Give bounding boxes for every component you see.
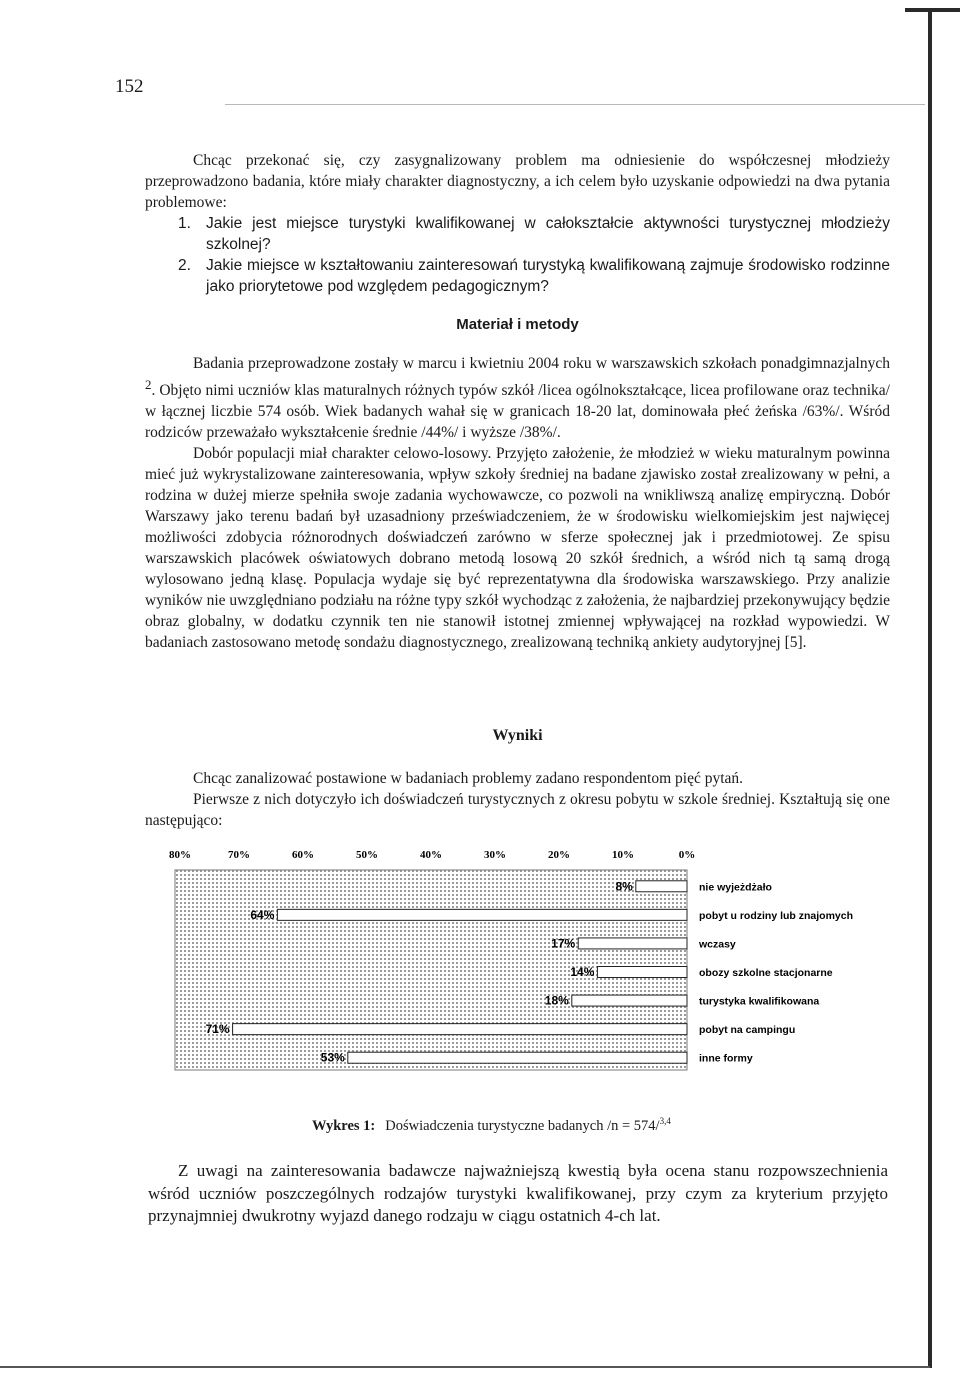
methods-p1-text: Badania przeprowadzone zostały w marcu i kwietniu 2004 roku w warszawskich szkołach ponadgimnazjalnych: [193, 355, 890, 372]
research-question-text: Jakie jest miejsce turystyki kwalifikowanej w całokształcie aktywności turystycznej młodzieży szkolnej?: [206, 215, 890, 253]
category-label: obozy szkolne stacjonarne: [699, 967, 833, 979]
bar-value-label: 71%: [205, 1022, 230, 1037]
bar-value-label: 14%: [570, 965, 595, 979]
bar: [233, 1024, 687, 1035]
axis-tick-label: 80%: [169, 849, 191, 861]
intro-section: [145, 150, 890, 297]
methods-section: [145, 314, 890, 653]
axis-ticks: [169, 849, 695, 861]
bar: [597, 967, 687, 978]
bar: [277, 909, 687, 920]
footer-rule: [0, 1366, 930, 1368]
methods-paragraph-1: [145, 353, 890, 443]
chart-caption: [312, 1116, 671, 1135]
caption-text: Doświadczenia turystyczne badanych /n = 574/: [385, 1117, 660, 1134]
bar-value-label: 18%: [544, 993, 569, 1008]
axis-tick-label: 60%: [292, 849, 314, 861]
scan-corner-mark-vertical: [928, 8, 932, 1368]
category-label: turystyka kwalifikowana: [699, 995, 820, 1008]
bar: [578, 938, 687, 949]
results-heading: Wyniki: [492, 727, 543, 744]
methods-p1-continued: . Objęto nimi uczniów klas maturalnych różnych typów szkół /licea ogólnokształcące, licea profilowane oraz technika/ w łącznej liczbie 574 osób. Wiek badanych wahał się w granicach 18-20 lat, dominowała płeć żeńska /63%/. Wśród rodziców przeważało wykształcenie średnie /44%/ i wyższe /38%/.: [145, 382, 890, 442]
category-label: wczasy: [699, 938, 736, 951]
methods-paragraph-2: Dobór populacji miał charakter celowo-losowy. Przyjęto założenie, że młodzież w wieku maturalnym powinna mieć już wykrystalizowane zainteresowania, wpływ szkoły średniej na badane zjawisko został zrealizowany w pełni, a rodzina w dużej mierze spełniła swoje zadania wychowawcze, co pozwoli na wnikliwszą analizę empiryczną. Dobór Warszawy jako terenu badań był uzasadniony przeświadczeniem, że w środowisku wielkomiejskim jest najwięcej możliwości zdobycia różnorodnych doświadczeń zarówno w sferze społecznej jak i przedmiotowej. Ze spisu warszawskich placówek oświatowych dobrano metodą losową 20 szkół średnich, a wśród nich tą samą drogą wylosowano jedną klasę. Populacja wydaje się być reprezentatywna dla środowiska warszawskiego. Przy analizie wyników nie uwzględniano podziału na różne typy szkół wychodząc z założenia, że najbardziej przekonywujący będzie obraz globalny, w dodatku czynnik ten nie stanowił istotnej zmiennej wpływającej na rozkład wypowiedzi. W badaniach zastosowano metodę sondażu diagnostycznego, zrealizowaną techniką ankiety audytoryjnej [5].: [145, 445, 890, 652]
axis-tick-label: 0%: [678, 849, 696, 861]
category-label: pobyt na campingu: [699, 1024, 796, 1037]
axis-tick-label: 20%: [548, 849, 570, 861]
research-question-text: Jakie miejsce w kształtowaniu zainteresowań turystyką kwalifikowaną zajmuje środowisko rodzinne jako priorytetowe pod względem pedagogicznym?: [206, 257, 890, 295]
page-number: 152: [115, 76, 144, 97]
results-section: [145, 725, 890, 831]
header-rule: [225, 104, 925, 105]
research-question-1: [145, 213, 890, 255]
axis-tick-label: 30%: [484, 849, 506, 861]
bar-value-label: 53%: [320, 1050, 345, 1065]
category-label: pobyt u rodziny lub znajomych: [699, 909, 854, 922]
category-label: nie wyjeżdżało: [699, 881, 772, 894]
results-paragraph-1: Chcąc zanalizować postawione w badaniach problemy zadano respondentom pięć pytań.: [193, 770, 744, 787]
caption-label: Wykres 1:: [312, 1117, 376, 1134]
bar: [348, 1052, 687, 1063]
axis-tick-label: 70%: [228, 849, 250, 861]
scan-corner-mark-horizontal: [905, 8, 960, 12]
footnote-ref: 2: [145, 377, 152, 392]
closing-text: Z uwagi na zainteresowania badawcze najważniejszą kwestią była ocena stanu rozpowszechnienia wśród uczniów poszczególnych rodzajów turystyki kwalifikowanej, przy czym za kryterium przyjęto przynajmniej dwukrotny wyjazd danego rodzaju w ciągu ostatnich 4-ch lat.: [148, 1161, 888, 1225]
caption-footnote: 3,4: [659, 1116, 671, 1126]
results-paragraph-2: Pierwsze z nich dotyczyło ich doświadczeń turystycznych z okresu pobytu w szkole średniej. Kształtują się one następująco:: [145, 791, 890, 829]
axis-tick-label: 40%: [420, 849, 442, 861]
bar-value-label: 17%: [551, 936, 576, 951]
tourism-experience-chart: [160, 842, 880, 1092]
closing-paragraph: [148, 1160, 888, 1228]
research-question-number: 2.: [178, 257, 191, 274]
intro-paragraph: Chcąc przekonać się, czy zasygnalizowany problem ma odniesienie do współczesnej młodzieży przeprowadzono badania, które miały charakter diagnostyczny, a ich celem było uzyskanie odpowiedzi na dwa pytania problemowe:: [145, 152, 890, 211]
methods-heading: Materiał i metody: [456, 316, 579, 333]
bar-value-label: 8%: [615, 879, 633, 894]
bar-value-label: 64%: [250, 907, 275, 922]
axis-tick-label: 50%: [356, 849, 378, 861]
bar: [636, 881, 687, 892]
research-question-number: 1.: [178, 215, 191, 232]
category-label: inne formy: [699, 1052, 753, 1065]
bar: [572, 995, 687, 1006]
axis-tick-label: 10%: [612, 849, 634, 861]
research-question-2: [145, 255, 890, 297]
